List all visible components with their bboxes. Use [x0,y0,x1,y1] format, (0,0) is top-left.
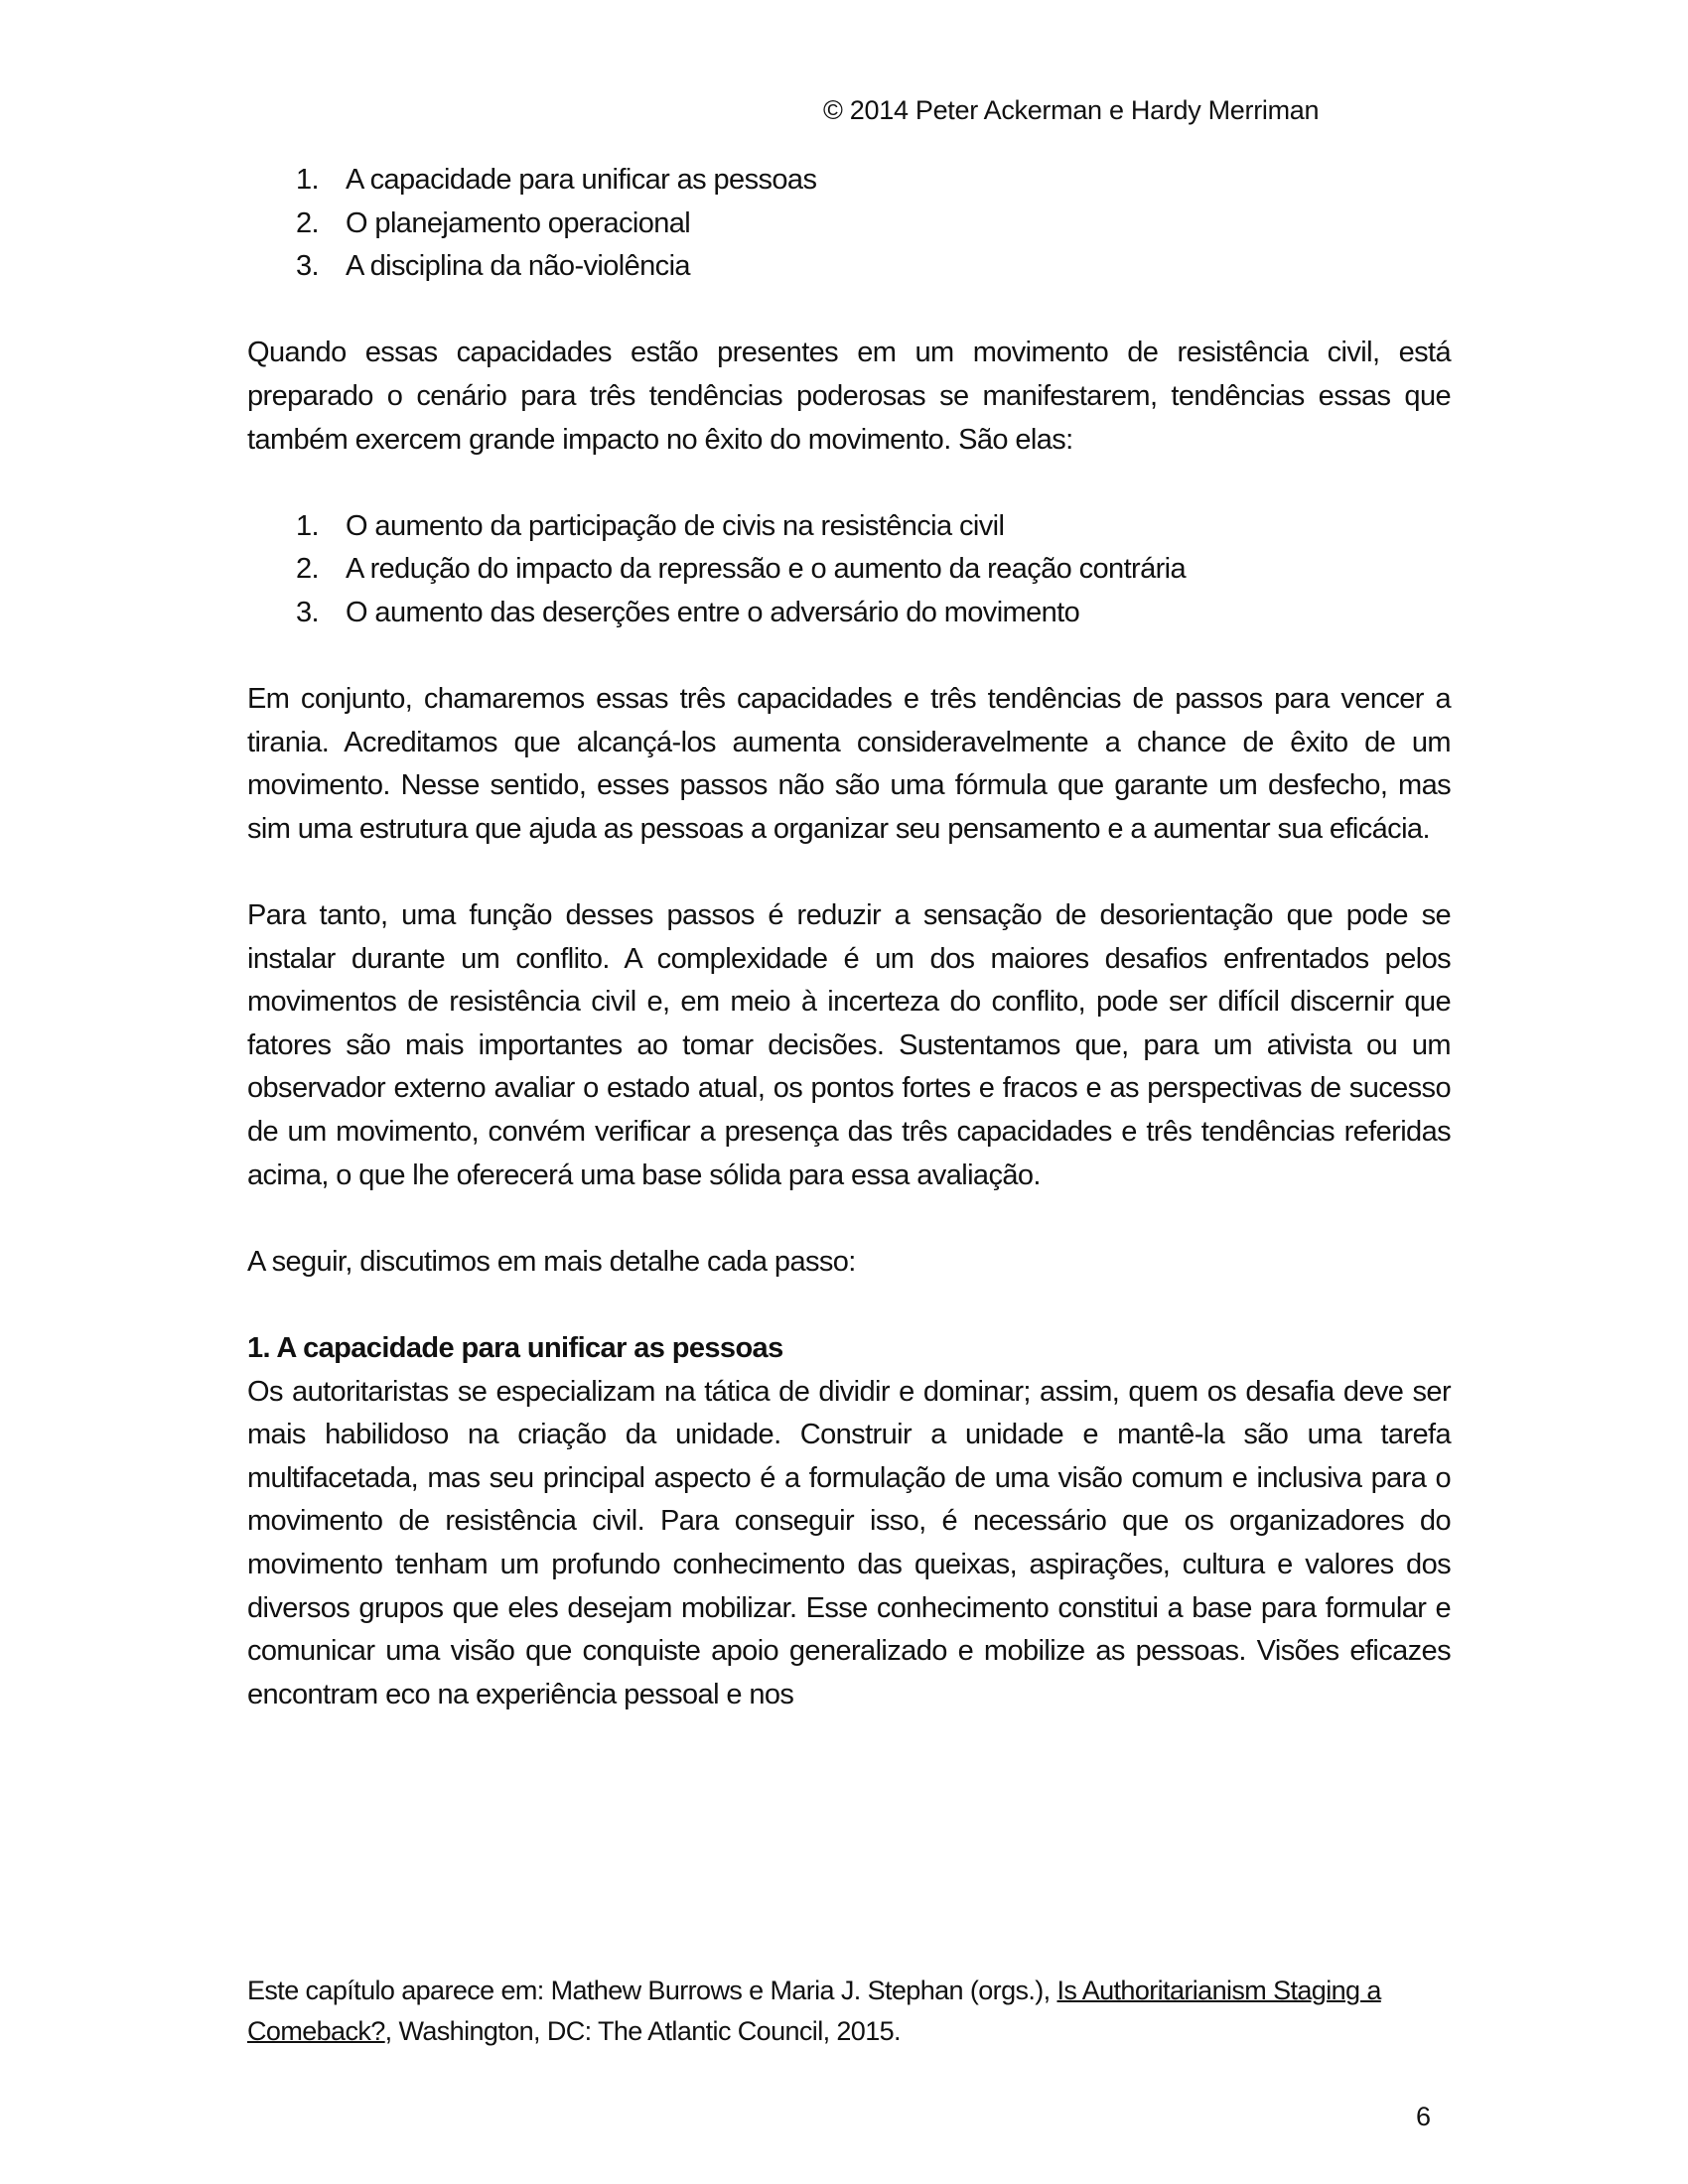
list-number: 1. [296,164,319,196]
spacer [247,1284,1451,1327]
list-text: O aumento da participação de civis na resistência civil [346,509,1005,542]
footnote-suffix: , Washington, DC: The Atlantic Council, 2015. [384,2016,901,2046]
list-item [247,245,1451,289]
spacer [247,635,1451,679]
capabilities-list [247,159,1451,289]
paragraph: Para tanto, uma função desses passos é reduzir a sensação de desorientação que pode se instalar durante um conflito. A complexidade é um dos maiores desafios enfrentados pelos movimentos de resistência civil e, em meio à incerteza do conflito, pode ser difícil discernir que fatores são mais importantes ao tomar decisões. Sustentamos que, para um ativista ou um observador externo avaliar o estado atual, os pontos fortes e fracos e as perspectivas de sucesso de um movimento, convém verificar a presença das três capacidades e três tendências referidas acima, o que lhe oferecerá uma base sólida para essa avaliação. [247,899,1451,1191]
list-number: 3. [296,596,319,628]
spacer [247,462,1451,505]
list-text: A capacidade para unificar as pessoas [346,164,817,196]
paragraph: Quando essas capacidades estão presentes em um movimento de resistência civil, está preparado o cenário para três tendências poderosas se manifestarem, tendências essas que também exercem grande impacto no êxito do movimento. São elas: [247,337,1451,456]
footnote [247,1971,1439,2052]
list-number: 2. [296,553,319,586]
list-text: O aumento das deserções entre o adversário do movimento [346,596,1080,628]
paragraph: A seguir, discutimos em mais detalhe cada passo: [247,1245,856,1278]
list-number: 2. [296,206,319,239]
footnote-prefix: Este capítulo aparece em: Mathew Burrows e Maria J. Stephan (orgs.), [247,1976,1057,2005]
page-number: 6 [1416,2102,1432,2131]
list-text: O planejamento operacional [346,206,691,239]
paragraph: Os autoritaristas se especializam na tática de dividir e dominar; assim, quem os desafia deve ser mais habilidoso na criação da unidade. Construir a unidade e mantê-la são uma tarefa multifacetada, mas seu principal aspecto é a formulação de uma visão comum e inclusiva para o movimento de resistência civil. Para conseguir isso, é necessário que os organizadores do movimento tenham um profundo conhecimento das queixas, aspirações, cultura e valores dos diversos grupos que eles desejam mobilizar. Esse conhecimento constitui a base para formular e comunicar uma visão que conquiste apoio generalizado e mobilize as pessoas. Visões eficazes encontram eco na experiência pessoal e nos [247,1375,1451,1710]
spacer [247,852,1451,895]
tendencies-list [247,505,1451,635]
list-item [247,592,1451,635]
list-number: 3. [296,250,319,283]
list-number: 1. [296,509,319,542]
list-item [247,548,1451,592]
list-item [247,203,1451,246]
body-content [247,159,1451,1716]
list-item [247,159,1451,203]
list-text: A redução do impacto da repressão e o aumento da reação contrária [346,553,1187,586]
spacer [247,289,1451,333]
copyright-header: © 2014 Peter Ackerman e Hardy Merriman [823,95,1320,125]
list-item [247,505,1451,549]
paragraph: Em conjunto, chamaremos essas três capacidades e três tendências de passos para vencer a tirania. Acreditamos que alcançá-los aumenta consideravelmente a chance de êxito de um movimento. Nesse sentido, esses passos não são uma fórmula que garante um desfecho, mas sim uma estrutura que ajuda as pessoas a organizar seu pensamento e a aumentar sua eficácia. [247,683,1451,845]
spacer [247,1197,1451,1241]
list-text: A disciplina da não-violência [346,250,690,283]
book-title-link: Is Authoritarianism Staging a Comeback? [247,1976,1381,2046]
section-heading: 1. A capacidade para unificar as pessoas [247,1332,783,1365]
